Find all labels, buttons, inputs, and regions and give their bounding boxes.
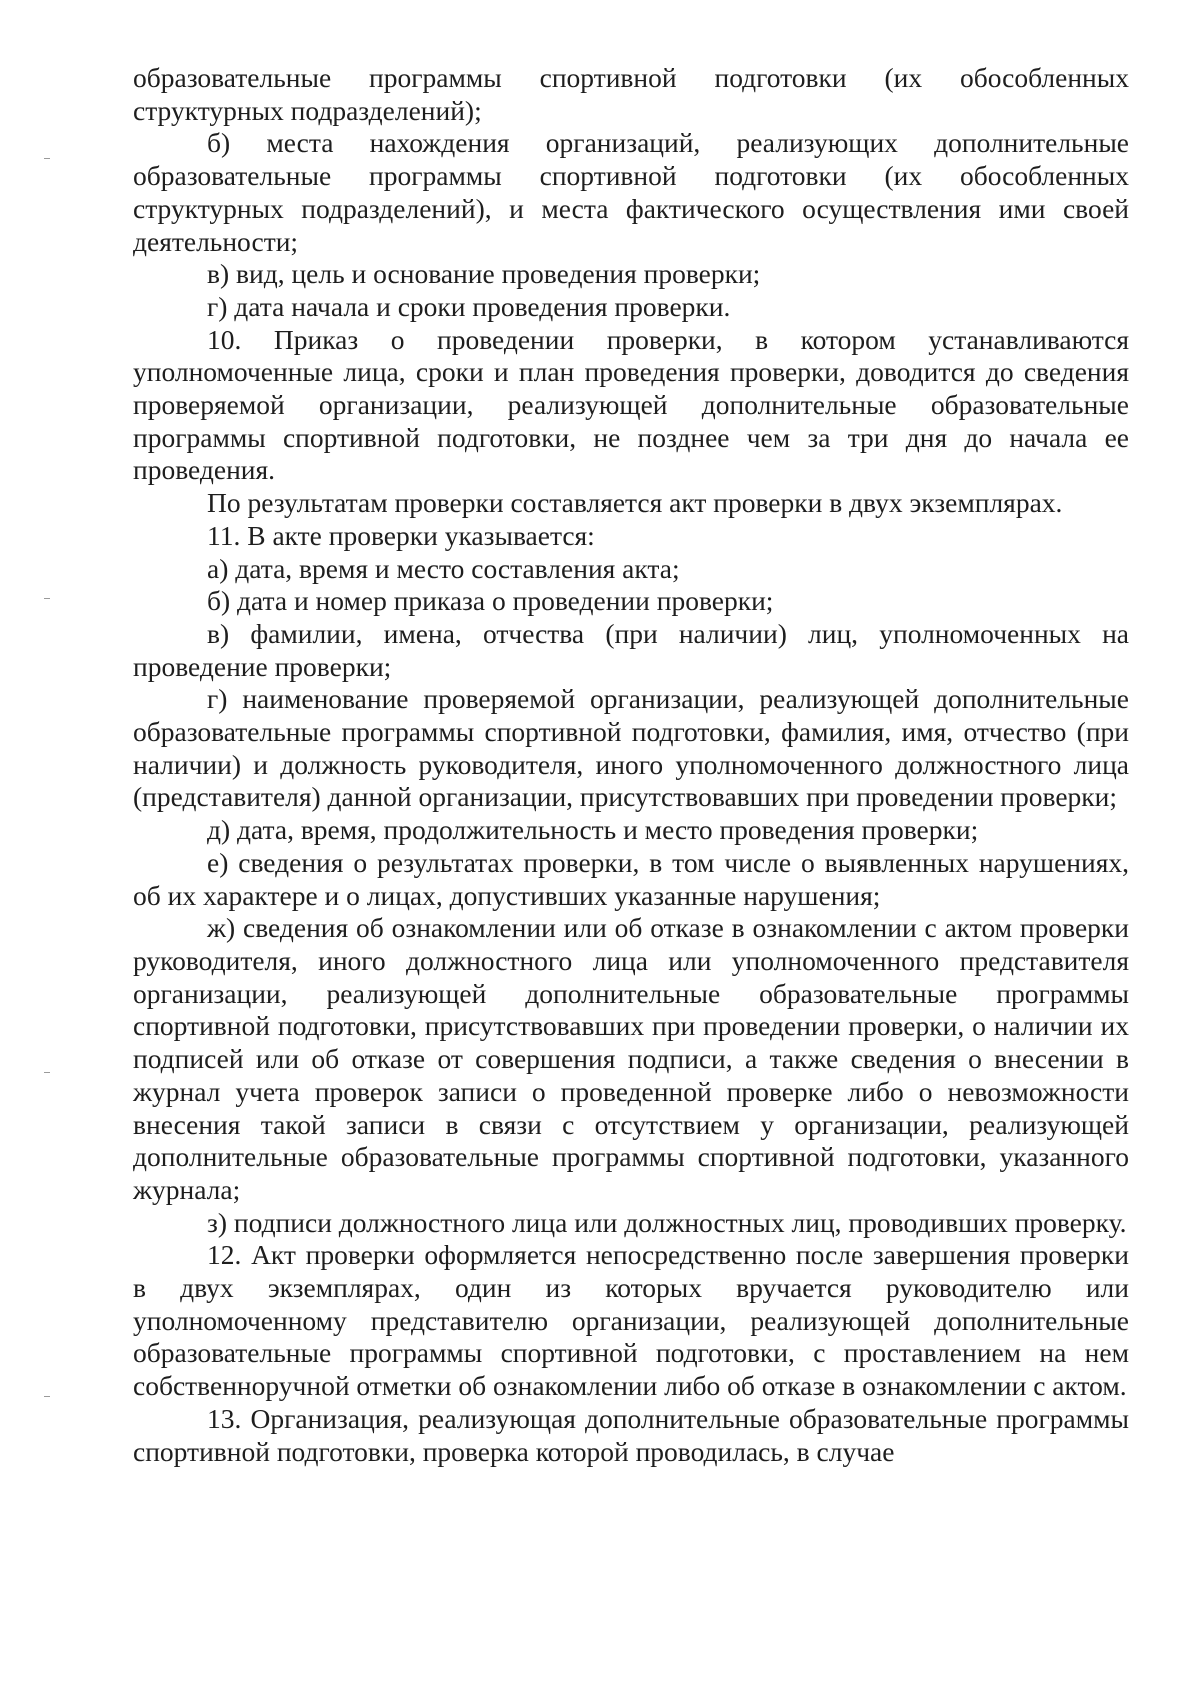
scan-mark bbox=[44, 158, 50, 159]
paragraph: б) места нахождения организаций, реализующих дополнительные образовательные программы спортивной подготовки (их обособленных структурных подразделений), и места фактического осуществления ими своей деятельности; bbox=[133, 127, 1129, 257]
paragraph: в) вид, цель и основание проведения проверки; bbox=[207, 258, 761, 290]
paragraph: а) дата, время и место составления акта; bbox=[207, 552, 680, 584]
paragraph: б) дата и номер приказа о проведении проверки; bbox=[207, 585, 774, 617]
scan-mark bbox=[44, 598, 50, 599]
paragraph: образовательные программы спортивной подготовки (их обособленных структурных подразделений); bbox=[133, 62, 1129, 126]
paragraph: в) фамилии, имена, отчества (при наличии) лиц, уполномоченных на проведение проверки; bbox=[133, 617, 1129, 682]
paragraph: г) наименование проверяемой организации, реализующей дополнительные образовательные программы спортивной подготовки, фамилия, имя, отчество (при наличии) и должность руководителя, иного уполномоченного должностного лица (представителя) данной организации, присутствовавших при проведении проверки; bbox=[133, 683, 1129, 813]
scan-mark bbox=[44, 1072, 50, 1073]
paragraph: е) сведения о результатах проверки, в том числе о выявленных нарушениях, об их характере и о лицах, допустивших указанные нарушения; bbox=[133, 846, 1129, 911]
scan-mark bbox=[44, 1396, 50, 1397]
paragraph: 10. Приказ о проведении проверки, в котором устанавливаются уполномоченные лица, сроки и план проведения проверки, доводится до сведения проверяемой организации, реализующей дополнительные образовательные программы спортивной подготовки, не позднее чем за три дня до начала ее проведения. bbox=[133, 323, 1129, 486]
paragraph: д) дата, время, продолжительность и место проведения проверки; bbox=[207, 814, 979, 846]
paragraph: г) дата начала и сроки проведения проверки. bbox=[207, 290, 731, 322]
paragraph: 12. Акт проверки оформляется непосредственно после завершения проверки в двух экземплярах, один из которых вручается руководителю или уполномоченному представителю организации, реализующей дополнительные образовательные программы спортивной подготовки, с проставлением на нем собственноручной отметки об ознакомлении либо об отказе в ознакомлении с актом. bbox=[133, 1239, 1129, 1402]
paragraph: 13. Организация, реализующая дополнительные образовательные программы спортивной подготовки, проверка которой проводилась, в случае bbox=[133, 1402, 1129, 1467]
paragraph: з) подписи должностного лица или должностных лиц, проводивших проверку. bbox=[207, 1206, 1127, 1238]
paragraph: 11. В акте проверки указывается: bbox=[207, 519, 595, 551]
paragraph: ж) сведения об ознакомлении или об отказе в ознакомлении с актом проверки руководителя, иного должностного лица или уполномоченного представителя организации, реализующей дополнительные образовательные программы спортивной подготовки, присутствовавших при проведении проверки, о наличии их подписей или об отказе от совершения подписи, а также сведения о внесении в журнал учета проверок записи о проведенной проверке либо о невозможности внесения такой записи в связи с отсутствием у организации, реализующей дополнительные образовательные программы спортивной подготовки, указанного журнала; bbox=[133, 912, 1129, 1205]
paragraph: По результатам проверки составляется акт проверки в двух экземплярах. bbox=[207, 487, 1063, 519]
document-body bbox=[133, 62, 1129, 1468]
